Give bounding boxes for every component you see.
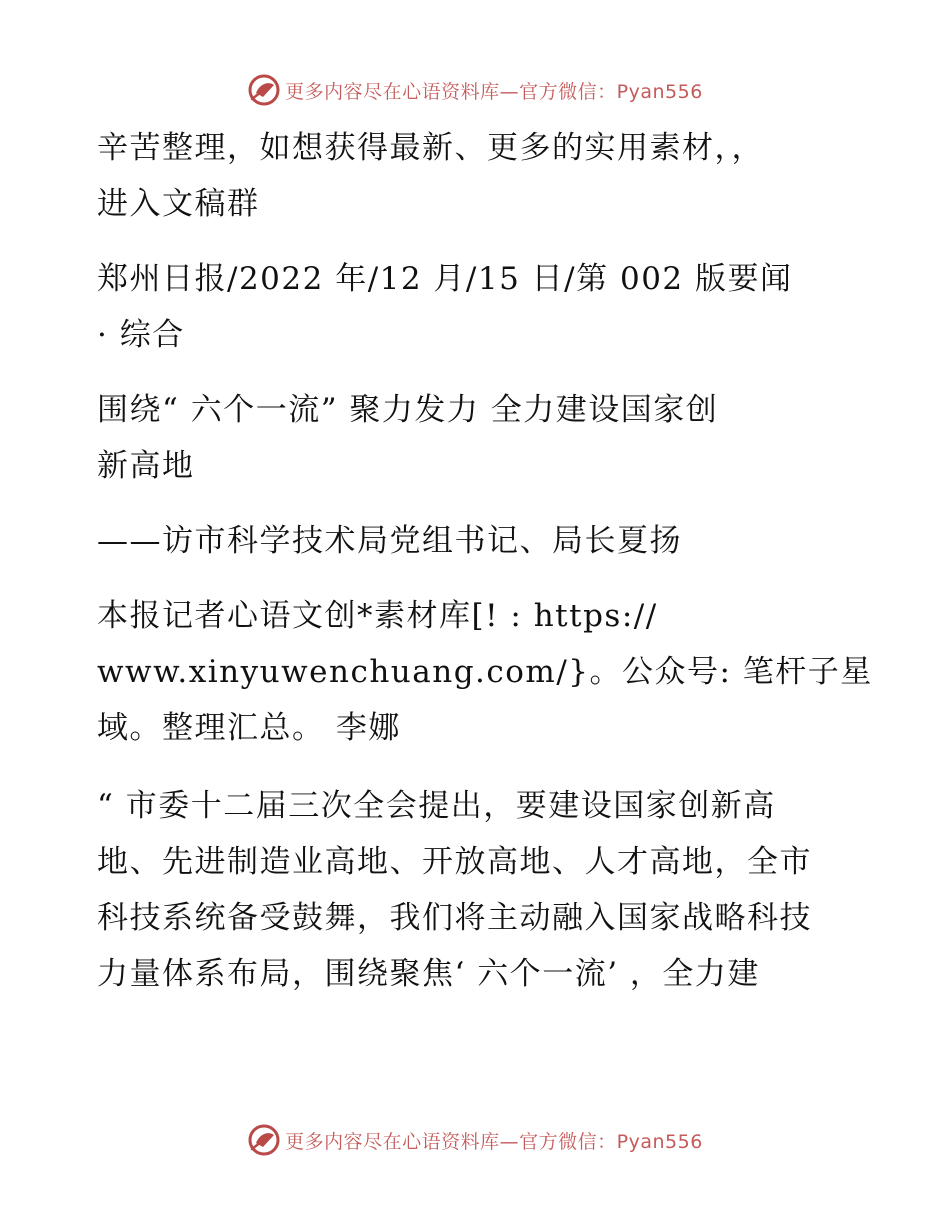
- watermark-banner-top: [0, 70, 950, 110]
- body-line: “ 市委十二届三次全会提出，要建设国家创新高: [97, 788, 776, 824]
- body-paragraph: [97, 778, 857, 1002]
- xinyu-logo-icon: [247, 73, 281, 107]
- headline-line: 新高地: [97, 448, 195, 484]
- byline-line: www.xinyuwenchuang.com/}。公众号: 笔杆子星: [97, 654, 873, 690]
- xinyu-logo-icon: [247, 1123, 281, 1157]
- headline: [97, 382, 857, 494]
- intro-line: 辛苦整理，如想获得最新、更多的实用素材，，: [97, 130, 764, 166]
- subtitle-line: ——访市科学技术局党组书记、局长夏扬: [97, 523, 682, 559]
- document-body: [97, 120, 873, 1002]
- body-line: 力量体系布局，围绕聚焦‘ 六个一流’ ，全力建: [97, 956, 760, 992]
- watermark-text: 更多内容尽在心语资料库—官方微信：Pyan556: [285, 1130, 703, 1153]
- body-line: 地、先进制造业高地、开放高地、人才高地，全市: [97, 844, 812, 880]
- byline-line: 本报记者心语文创*素材库[! : https://: [97, 598, 658, 634]
- subtitle: [97, 513, 857, 569]
- body-line: 科技系统备受鼓舞，我们将主动融入国家战略科技: [97, 900, 812, 936]
- intro-paragraph: [97, 120, 857, 232]
- source-line: [97, 251, 857, 363]
- watermark-banner-bottom: [0, 1120, 950, 1160]
- source-text: · 综合: [97, 317, 185, 353]
- headline-line: 围绕“ 六个一流” 聚力发力 全力建设国家创: [97, 392, 719, 428]
- source-text: 郑州日报/2022 年/12 月/15 日/第 002 版要闻: [97, 261, 793, 297]
- byline: [97, 588, 873, 756]
- intro-line: 进入文稿群: [97, 186, 260, 222]
- watermark-text: 更多内容尽在心语资料库—官方微信：Pyan556: [285, 80, 703, 103]
- byline-line: 域。整理汇总。 李娜: [97, 710, 401, 746]
